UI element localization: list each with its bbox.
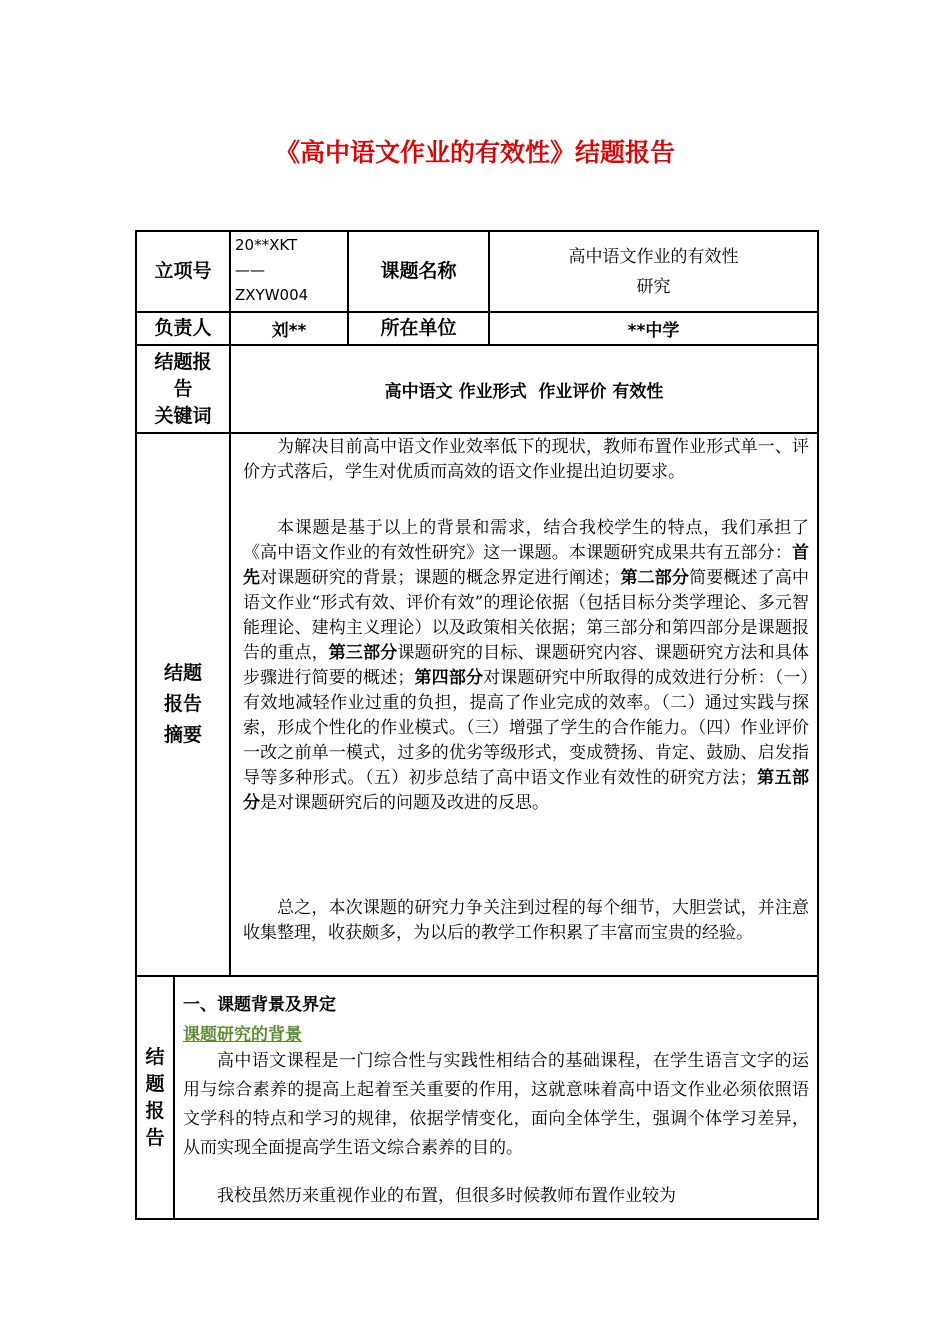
abstract-bold: 第二部分: [620, 568, 690, 588]
label-unit: 所在单位: [380, 317, 457, 339]
row-divider: [135, 975, 819, 977]
project-name-cell: [490, 232, 817, 311]
abstract-text: 本课题是基于以上的背景和需求，结合我校学生的特点，我们承担了《高中语文作业的有效性研究》这一课题。本课题研究成果共有五部分：: [243, 518, 809, 563]
label-report: [137, 977, 173, 1218]
report-table: [135, 230, 819, 1220]
col-divider: [173, 976, 175, 1220]
unit-name: **中学: [627, 321, 680, 341]
abstract-bold: 第三部分: [328, 643, 398, 663]
project-id-cell: [231, 232, 347, 311]
abstract-paragraph: 总之，本次课题的研究力争关注到过程的每个细节，大胆尝试，并注意收集整理，收获颇多，为以后的教学工作积累了丰富而宝贵的经验。: [243, 898, 809, 943]
abstract-text: 对课题研究中所取得的成效进行分析：（一）有效地减轻作业过重的负担，提高了作业完成的效率。（二）通过实践与探索，形成个性化的作业模式。（三）增强了学生的合作能力。（四）作业评价一改之前单一模式，过多的优劣等级形式，变成赞扬、肯定、鼓励、启发指导等多种形式。（五）初步总结了高中语文作业有效性的研究方法；: [243, 668, 810, 788]
abstract-paragraph: [243, 516, 809, 816]
project-name-line: 高中语文作业的有效性: [568, 246, 739, 267]
table-border-right: [817, 230, 819, 1220]
project-id-line: ——: [235, 261, 265, 279]
abstract-bold: 第五部分: [243, 768, 809, 813]
label-project-name: 课题名称: [380, 260, 457, 282]
table-border-bottom: [135, 1218, 819, 1220]
report-paragraph: 高中语文课程是一门综合性与实践性相结合的基础课程，在学生语言文字的运用与综合素养的提高上起着至关重要的作用，这就意味着高中语文作业必须依照语文学科的特点和学习的规律，依据学情变化，面向全体学生，强调个体学习差异，从而实现全面提高学生语文综合素养的目的。: [183, 1051, 809, 1158]
label-report-char: 报: [145, 1099, 165, 1122]
label-keywords-line: 关键词: [154, 404, 212, 427]
keywords: 高中语文 作业形式 作业评价 有效性: [384, 381, 664, 402]
label-report-char: 题: [145, 1072, 165, 1095]
project-name-line: 研究: [636, 276, 671, 297]
label-keywords: [137, 346, 229, 432]
label-report-char: 告: [145, 1126, 165, 1149]
report-paragraph: 我校虽然历来重视作业的布置，但很多时候教师布置作业较为: [217, 1186, 676, 1206]
abstract-text: 课题研究的目标、课题研究内容、课题研究方法和具体步骤进行简要的概述；: [243, 643, 809, 688]
label-abstract-line: 摘要: [163, 724, 202, 746]
label-abstract-line: 结题: [163, 662, 202, 684]
abstract-text: 简要概述了高中语文作业“形式有效、评价有效”的理论依据（包括目标分类学理论、多元智能理论、建构主义理论）以及政策相关依据；第三部分和第四部分是课题报告的重点，: [243, 568, 809, 663]
label-keywords-line: 告: [173, 377, 193, 400]
abstract-text: 是对课题研究后的问题及改进的反思。: [260, 793, 549, 813]
abstract-bold: 第四部分: [414, 668, 484, 688]
person-in-charge: 刘**: [271, 321, 307, 341]
label-keywords-line: 结题报: [154, 350, 212, 373]
document-title: 《高中语文作业的有效性》结题报告: [274, 138, 675, 167]
label-abstract: [137, 434, 229, 975]
abstract-bold: 首先: [243, 543, 809, 588]
abstract-paragraph: 为解决目前高中语文作业效率低下的现状，教师布置作业形式单一、评价方式落后，学生对优质而高效的语文作业提出迫切要求。: [243, 437, 809, 482]
row-divider: [135, 432, 819, 434]
label-person-in-charge: 负责人: [154, 317, 212, 339]
label-report-char: 结: [145, 1045, 165, 1068]
section-heading: 一、课题背景及界定: [183, 995, 336, 1015]
abstract-text: 对课题研究的背景；课题的概念界定进行阐述；: [260, 568, 621, 588]
label-project-id: 立项号: [154, 260, 212, 282]
project-id-line: 20**XKT: [235, 236, 298, 254]
subsection-heading: 课题研究的背景: [183, 1025, 302, 1045]
label-abstract-line: 报告: [163, 693, 202, 715]
project-id-line: ZXYW004: [235, 286, 309, 304]
